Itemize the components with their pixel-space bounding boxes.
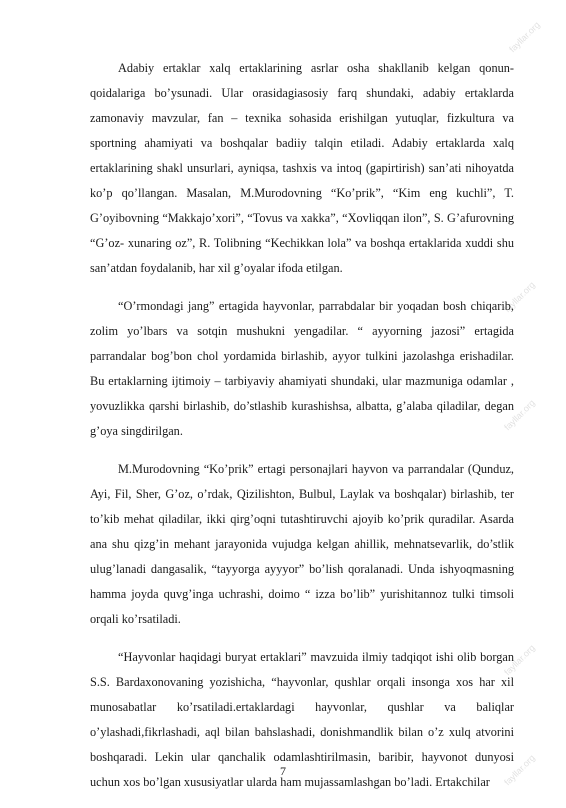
paragraph: “O’rmondagi jang” ertagida hayvonlar, parrabdalar bir yoqadan bosh chiqarib, zolim yo’lbars va sotqin mushukni yengadilar. “ ayyorning jazosi” ertagida parrandalar bog’bon chol yordamida birlashib, ayyor tulkini jazolashga erishadilar. Bu ertaklarning ijtimoiy – tarbiyaviy ahamiyati shundaki, ular mazmuniga odamlar , yovuzlikka qarshi birlashib, do’stlashib kurashishsa, albatta, g’alaba qiladilar, degan g’oya singdirilgan.: [90, 299, 514, 438]
watermark: fayllar.org: [502, 279, 537, 315]
paragraph: Adabiy ertaklar xalq ertaklarining asrlar osha shakllanib kelgan qonun-qoidalariga bo’ysunadi. Ular orasidagiasosiy farq shundaki, adabiy ertaklarda zamonaviy mavzular, fan – texnika sohasida erishilgan yutuqlar, fizkultura va sportning ahamiyati va boshqalar badiiy talqin etiladi. Adabiy ertaklarda xalq ertaklarining shakl unsurlari, ayniqsa, tashxis va intoq (gapirtirish) san’ati nihoyatda ko’p qo’llangan. Masalan, M.Murodovning “Ko’prik”, “Kim eng kuchli”, T. G’oyibovning “Makkajo’xori”, “Tovus va xakka”, “Xovliqqan ilon”, S. G’afurovning “G’oz- xunaring oz”, R. Tolibning “Kechikkan lola” va boshqa ertaklarida xuddi shu san’atdan foydalanib, har xil g’oyalar ifoda etilgan.: [90, 61, 514, 275]
page-number: 7: [280, 764, 286, 778]
paragraph: “Hayvonlar haqidagi buryat ertaklari” mavzuida ilmiy tadqiqot ishi olib borgan S.S. Bardaxonovaning yozishicha, “hayvonlar, qushlar orqali insonga xos har xil munosabatlar ko’rsatiladi.ertaklardagi hayvonlar, qushlar va baliqlar o’ylashadi,fikrlashadi, aql bilan bahslashadi, donishmandlik bilan o’z xulq atvorini boshqaradi. Lekin ular qanchalik odamlashtirilmasin, baribir, hayvonot dunyosi uchun xos bo’lgan xususiyatlar ularda ham mujassamlashgan bo’ladi. Ertakchilar: [90, 650, 514, 789]
watermark: fayllar.org: [502, 642, 537, 678]
body-text: [90, 56, 514, 808]
watermark: fayllar.org: [507, 19, 542, 55]
watermark: fayllar.org: [502, 397, 537, 433]
watermark: fayllar.org: [502, 752, 537, 788]
paragraph: M.Murodovning “Ko’prik” ertagi personajlari hayvon va parrandalar (Qunduz, Ayi, Fil, Sher, G’oz, o’rdak, Qizilishton, Bulbul, Laylak va boshqalar) birlashib, ter to’kib mehat qiladilar, ikki qirg’oqni tutashtiruvchi ajoyib ko’prik quradilar. Asarda ana shu qizg’in mehant jarayonida vujudga kelgan ahillik, mehnatsevarlik, do’stlik ulug’lanadi dangasalik, “tayyorga ayyyor” bo’lish qoralanadi. Unda ishyoqmasning hamma joyda quvg’inga uchrashi, doimo “ izza bo’lib” yurishitannoz tulki timsoli orqali ko’rsatiladi.: [90, 462, 514, 626]
